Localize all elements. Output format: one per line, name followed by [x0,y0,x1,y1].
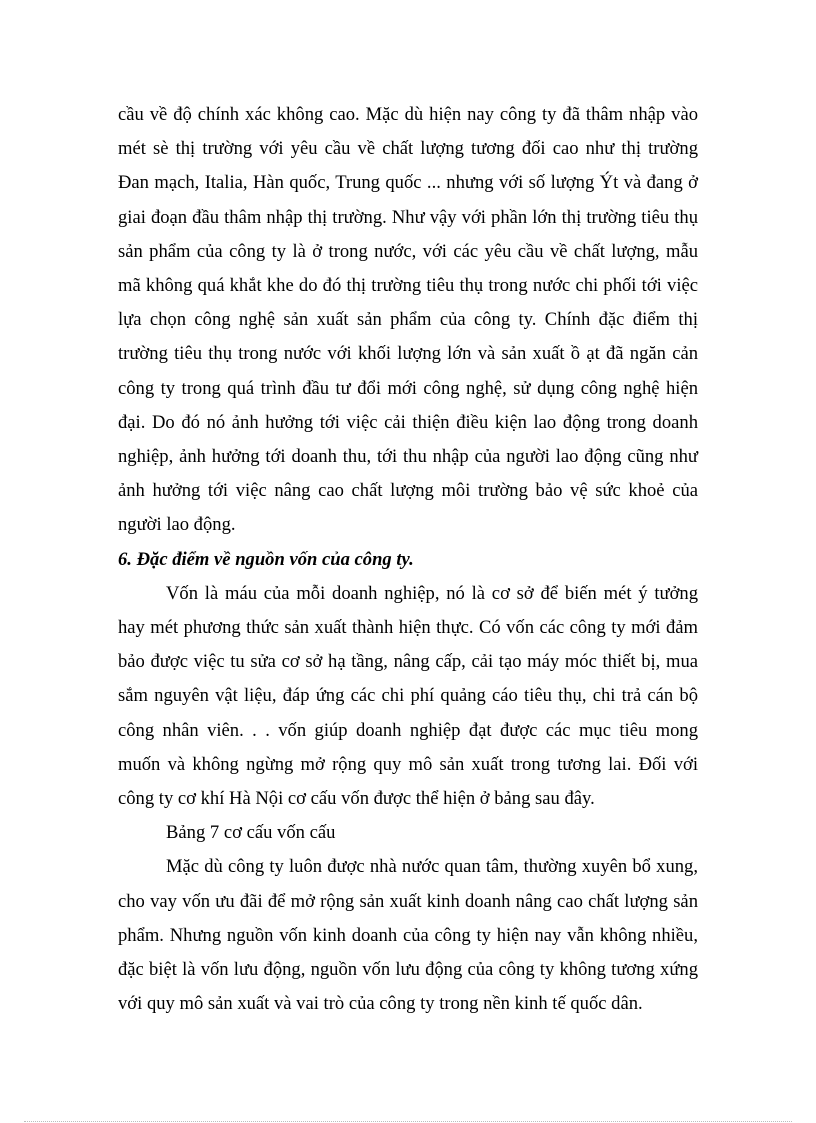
text-line: ảnh hưởng tới việc nâng cao chất lượng môi trường bảo vệ sức khoẻ của [118,480,698,502]
text-line: bảo được việc tu sửa cơ sở hạ tầng, nâng cấp, cải tạo máy móc thiết bị, mua [118,651,698,673]
text-line: Bảng 7 cơ cấu vốn cấu [166,822,336,844]
paragraph-market-impact [118,98,698,543]
text-line: mã không quá khắt khe do đó thị trường tiêu thụ trong nước chi phối tới việc [118,275,698,297]
text-line: công ty trong quá trình đầu tư đổi mới công nghệ, sử dụng công nghệ hiện [118,377,698,399]
text-line: sản phẩm của công ty là ở trong nước, với các yêu cầu về chất lượng, mẫu [118,240,698,262]
text-line: người lao động. [118,514,236,536]
text-line: đặc biệt là vốn lưu động, nguồn vốn lưu động của công ty không tương xứng [118,959,698,981]
text-line: đại. Do đó nó ảnh hưởng tới việc cải thiện điều kiện lao động trong doanh [118,411,698,433]
text-line: giai đoạn đầu thâm nhập thị trường. Như vậy với phần lớn thị trường tiêu thụ [118,206,698,228]
text-line: Mặc dù công ty luôn được nhà nước quan tâm, thường xuyên bổ xung, [166,856,698,878]
text-line: hay mét phương thức sản xuất thành hiện thực. Có vốn các công ty mới đảm [118,617,698,639]
text-line: nghiệp, ảnh hưởng tới doanh thu, tới thu nhập của người lao động cũng như [118,446,698,468]
paragraph-capital-role [118,577,698,816]
text-line: cầu về độ chính xác không cao. Mặc dù hiện nay công ty đã thâm nhập vào [118,104,698,125]
text-line: Vốn là máu của mỗi doanh nghiệp, nó là cơ sở để biến mét ý tưởng [166,582,698,604]
text-line: sắm nguyên vật liệu, đáp ứng các chi phí quảng cáo tiêu thụ, chi trả cán bộ [118,685,698,707]
text-line: cho vay vốn ưu đãi để mở rộng sản xuất kinh doanh nâng cao chất lượng sản [118,890,698,912]
text-line: Đan mạch, Italia, Hàn quốc, Trung quốc ... nhưng với số lượng Ýt và đang ở [118,172,698,194]
text-line: với quy mô sản xuất và vai trò của công ty trong nền kinh tế quốc dân. [118,993,643,1015]
paragraph-capital-situation [118,850,698,1021]
text-line: công ty cơ khí Hà Nội cơ cấu vốn được thể hiện ở bảng sau đây. [118,788,595,810]
document-body [118,98,698,1021]
table-caption [118,816,698,850]
text-line: trường tiêu thụ trong nước với khối lượng lớn và sản xuất ồ ạt đã ngăn cản [118,343,698,365]
page-bottom-rule [24,1121,792,1122]
text-line: lựa chọn công nghệ sản xuất sản phẩm của công ty. Chính đặc điểm thị [118,309,698,331]
section-heading: 6. Đặc điểm về nguồn vốn của công ty. [118,548,414,570]
text-line: mét sè thị trường với yêu cầu về chất lượng tương đối cao như thị trường [118,138,698,160]
text-line: phẩm. Nhưng nguồn vốn kinh doanh của công ty hiện nay vẫn không nhiều, [118,924,698,946]
text-line: muốn và không ngừng mở rộng quy mô sản xuất trong tương lai. Đối với [118,753,698,775]
text-line: công nhân viên. . . vốn giúp doanh nghiệp đạt được các mục tiêu mong [118,719,698,741]
